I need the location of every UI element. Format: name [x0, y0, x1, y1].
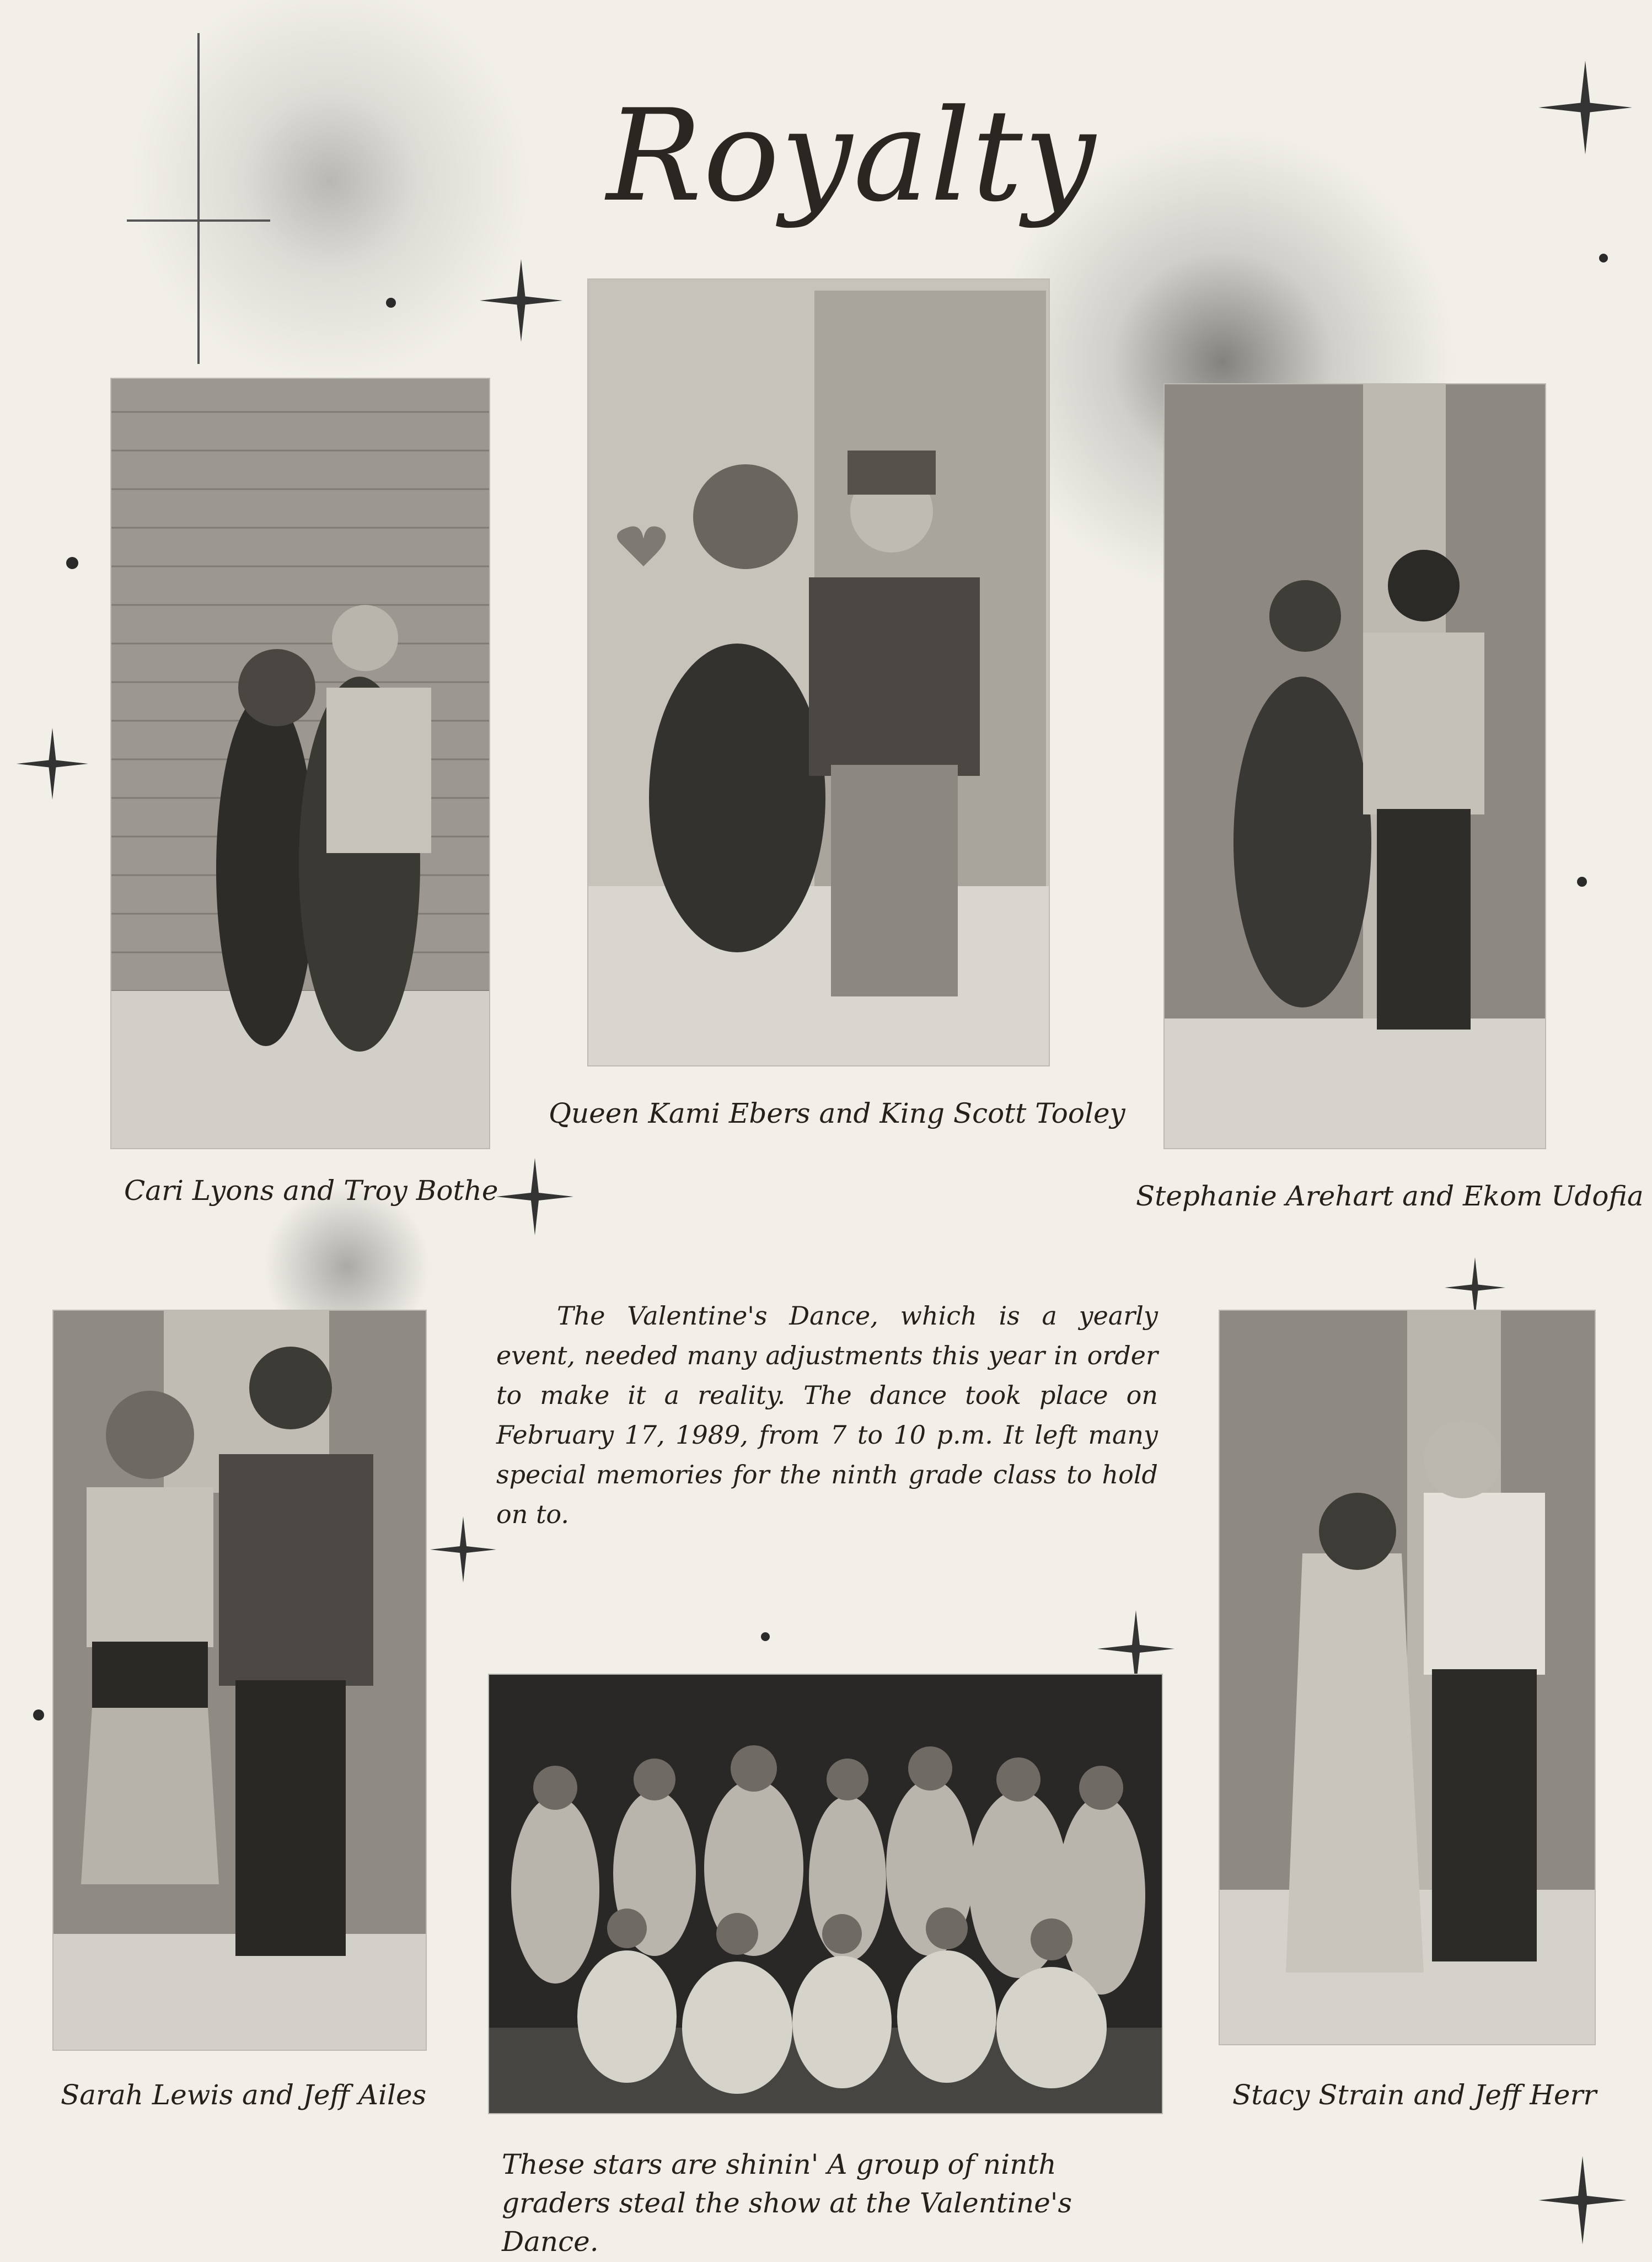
photo-top-right — [1163, 383, 1546, 1149]
star-sparkle-icon — [1538, 2156, 1627, 2244]
photo-group — [488, 1674, 1163, 2114]
star-sparkle-icon — [430, 1516, 496, 1583]
caption-top-right: Stephanie Arehart and Ekom Udofia — [1136, 1180, 1644, 1212]
photo-mid-left — [52, 1310, 427, 2051]
ink-speck — [386, 298, 396, 308]
ink-speck — [1577, 877, 1587, 887]
caption-group: These stars are shinin' A group of ninth graders steal the show at the Valentine's Dance. — [502, 2148, 1072, 2258]
page-title: Royalty — [607, 83, 1097, 230]
ink-speck — [66, 557, 78, 569]
caption-top-center: Queen Kami Ebers and King Scott Tooley — [549, 1097, 1125, 1129]
star-sparkle-icon — [17, 728, 88, 800]
star-sparkle-icon — [127, 33, 270, 364]
star-sparkle-icon — [480, 259, 562, 342]
star-sparkle-icon — [1538, 61, 1632, 154]
article-text: The Valentine's Dance, which is a yearly event, needed many adjustments this year in order to make it a reality. The dance took place on February 17, 1989, from 7 to 10 p.m. It left many special memories for the ninth grade class to hold on to. — [496, 1301, 1158, 1529]
caption-mid-left: Sarah Lewis and Jeff Ailes — [61, 2079, 427, 2111]
caption-mid-right: Stacy Strain and Jeff Herr — [1232, 2079, 1597, 2111]
ink-speck — [761, 1632, 770, 1641]
photo-mid-right — [1219, 1310, 1596, 2045]
article-paragraph — [496, 1296, 1158, 1534]
star-sparkle-icon — [1445, 1257, 1505, 1318]
photo-top-left — [110, 378, 490, 1149]
caption-top-left: Cari Lyons and Troy Bothe — [124, 1175, 498, 1207]
star-sparkle-icon — [496, 1158, 573, 1235]
photo-top-center — [587, 278, 1050, 1066]
ink-speck — [33, 1709, 44, 1720]
ink-speck — [1599, 254, 1608, 262]
